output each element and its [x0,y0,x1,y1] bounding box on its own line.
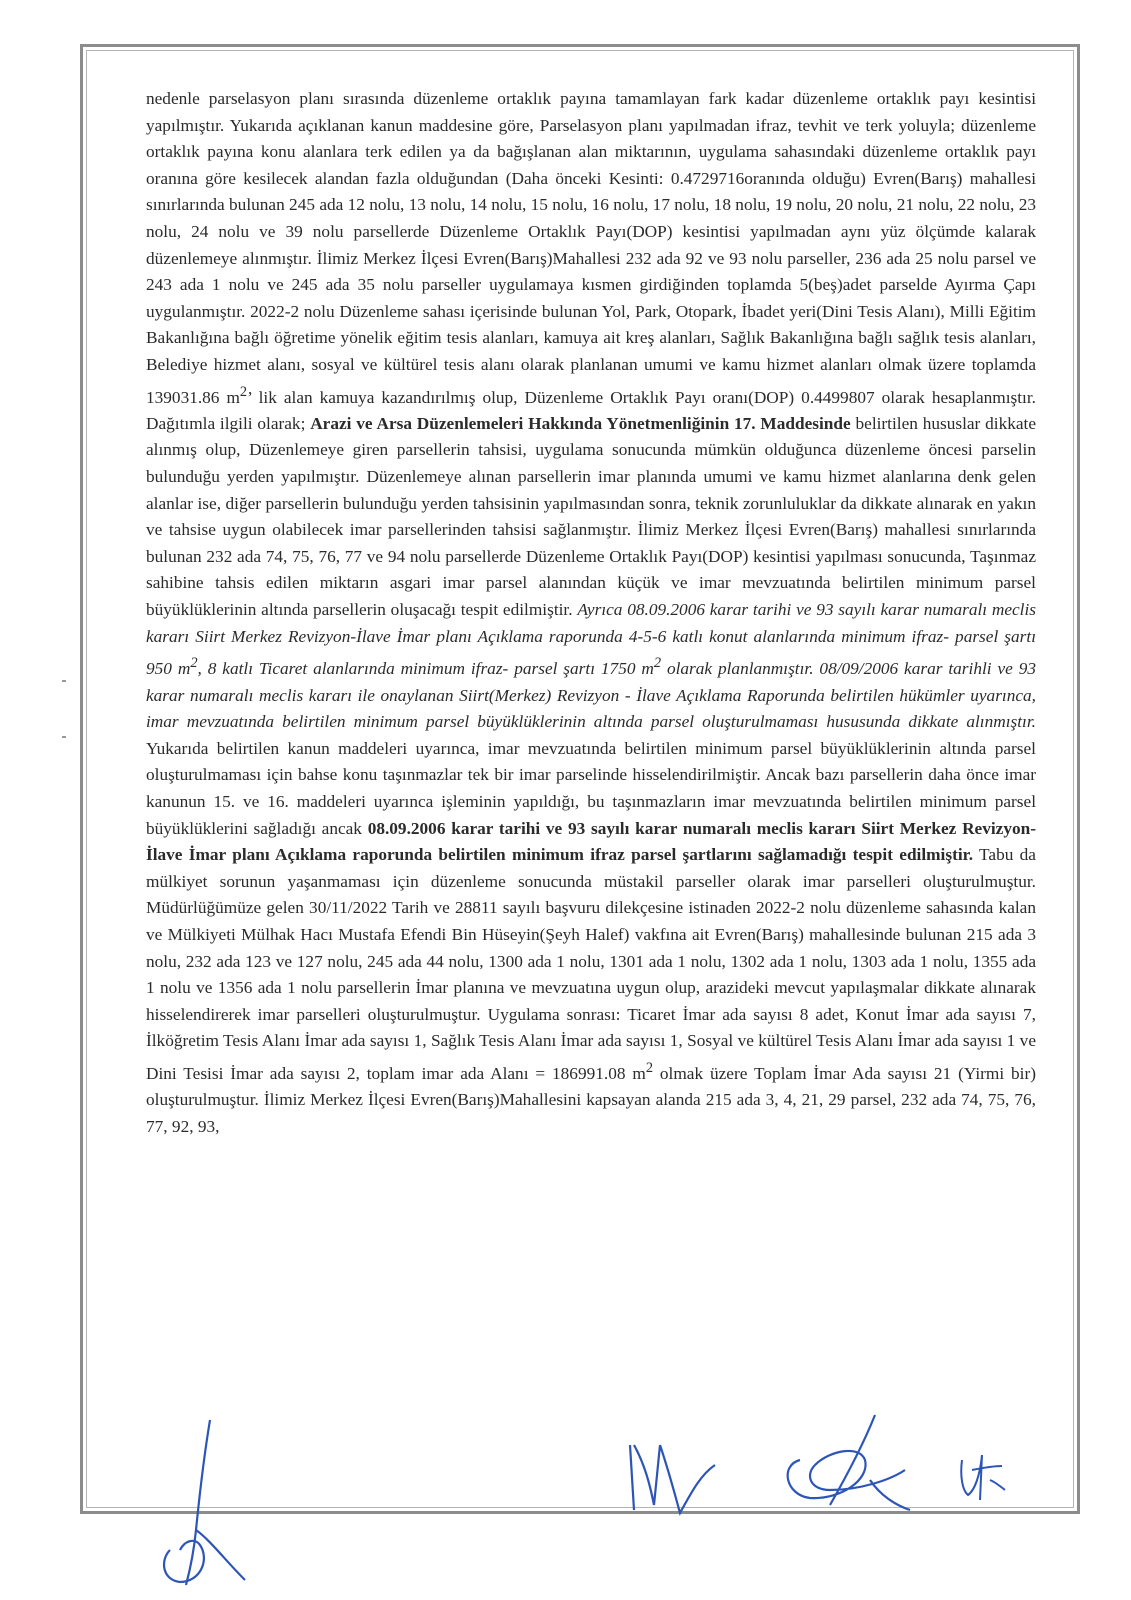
body-text [146,86,1036,1140]
scan-speck [62,680,66,682]
italic-text-segment: , 8 katlı Ticaret alanlarında minimum ifraz- parsel şartı 1750 m [197,659,654,678]
superscript: 2 [239,383,248,400]
superscript: 2 [653,655,662,672]
italic-text-segment: olarak planlanmıştır. 08/09/2006 karar tarihli ve 93 karar numaralı meclis kararı ile onaylanan Siirt(Merkez) Revizyon - İlave Açıklama Raporunda belirtilen hükümler uyarınca, imar mevzuatında belirtilen minimum parsel büyüklüklerinin altında parsel oluşturulmaması hususunda dikkate alınmıştır. [146,659,1036,732]
signature-1 [150,1410,260,1590]
text-segment: Tabu da mülkiyet sorunun yaşanmaması için düzenleme sonucunda müstakil parseller olarak imar parselleri oluşturulmuştur. Müdürlüğümüze gelen 30/11/2022 Tarih ve 28811 sayılı başvuru dilekçesine istinaden 2022-2 nolu düzenleme sahasında kalan ve Mülkiyeti Mülhak Hacı Mustafa Efendi Bin Hüseyin(Şeyh Halef) vakfına ait Evren(Barış) mahallesinde bulunan 215 ada 3 nolu, 232 ada 123 ve 127 nolu, 245 ada 44 nolu, 1300 ada 1 nolu, 1301 ada 1 nolu, 1302 ada 1 nolu, 1303 ada 1 nolu, 1355 ada 1 nolu ve 1356 ada 1 nolu parsellerin İmar planına ve mevzuatına uygun olup, arazideki mevcut yapılaşmalar dikkate alınarak hisselendirerek imar parselleri oluşturulmuştur. Uygulama sonrası: Ticaret İmar ada sayısı 8 adet, Konut İmar ada sayısı 7, İlköğretim Tesis Alanı İmar ada sayısı 1, Sağlık Tesis Alanı İmar ada sayısı 1, Sosyal ve kültürel Tesis Alanı İmar ada sayısı 1 ve Dini Tesisi İmar ada sayısı 2, toplam imar ada Alanı = 186991.08 m [146,845,1036,1083]
text-segment: ’ lik alan kamuya kazandırılmış olup, Düzenleme Ortaklık Payı oranı(DOP) 0.4499807 olarak hesaplanmıştır. Dağıtımla ilgili olarak; [146,387,1036,433]
scan-speck [62,736,66,738]
text-segment: Yukarıda belirtilen kanun maddeleri uyarınca, imar mevzuatında belirtilen minimum parsel büyüklüklerinin altında parsel oluşturulmaması için bahse konu taşınmazlar tek bir imar parselinde hisselendirilmiştir. Ancak bazı parsellerin daha önce imar kanunun 15. ve 16. maddeleri uyarınca işleminin yapıldığı, bu taşınmazların imar mevzuatında belirtilen minimum parsel büyüklüklerini sağladığı ancak [146,738,1036,838]
italic-text-segment: Ayrıca 08.09.2006 karar tarihi ve 93 sayılı karar numaralı meclis kararı Siirt Merkez Revizyon-İlave İmar planı Açıklama raporunda 4-5-6 katlı konut alanlarında minimum ifraz- parsel şartı 950 m [146,600,1036,678]
superscript: 2 [190,655,198,672]
text-segment: olmak üzere Toplam İmar Ada sayısı 21 (Yirmi bir) oluşturulmuştur. İlimiz Merkez İlçesi Evren(Barış)Mahallesini kapsayan alanda 215 ada 3, 4, 21, 29 parsel, 232 ada 74, 75, 76, 77, 92, 93, [146,1063,1036,1136]
signature-4 [950,1430,1010,1510]
bold-finding: 08.09.2006 karar tarihi ve 93 sayılı karar numaralı meclis kararı Siirt Merkez Revizyon-İlave İmar planı Açıklama raporunda belirtilen minimum ifraz parsel şartlarını sağlamadığı tespit edilmiştir. [146,818,1036,865]
body-paragraph [146,86,1036,1140]
superscript: 2 [645,1059,654,1076]
signature-3 [770,1410,920,1520]
text-segment: belirtilen hususlar dikkate alınmış olup, Düzenlemeye giren parsellerin tahsisi, uygulama sonucunda mümkün olduğunca düzenleme öncesi parselin bulunduğu yerden yapılmıştır. Düzenlemeye alınan parsellerin imar planında umumi ve kamu hizmet alanlarına denk gelen alanlar ise, diğer parsellerin bulunduğu yerden tahsisinin yapılmasından sonra, teknik zorunluluklar da dikkate alınarak en yakın ve tahsise uygun olabilecek imar parsellerinden tahsisi sağlanmıştır. İlimiz Merkez İlçesi Evren(Barış) mahallesi sınırlarında bulunan 232 ada 74, 75, 76, 77 ve 94 nolu parsellerde Düzenleme Ortaklık Payı(DOP) kesintisi yapılması sonucunda, Taşınmaz sahibine tahsis edilen miktarın asgari imar parsel alanından küçük ve imar mevzuatında belirtilen minimum parsel büyüklüklerinin altında parsellerin oluşacağı tespit edilmiştir. [146,413,1036,620]
text-segment: nedenle parselasyon planı sırasında düzenleme ortaklık payına tamamlayan fark kadar düzenleme ortaklık payı kesintisi yapılmıştır. Yukarıda açıklanan kanun maddesine göre, Parselasyon planı yapılmadan ifraz, tevhit ve terk yoluyla; düzenleme ortaklık payına konu alanlara terk edilen ya da bağışlanan alan miktarının, uygulama sahasındaki düzenleme ortaklık payı oranına göre kesilecek alandan fazla olduğundan (Daha önceki Kesinti: 0.4729716oranında olduğu) Evren(Barış) mahallesi sınırlarında bulunan 245 ada 12 nolu, 13 nolu, 14 nolu, 15 nolu, 16 nolu, 17 nolu, 18 nolu, 19 nolu, 20 nolu, 21 nolu, 22 nolu, 23 nolu, 24 nolu ve 39 nolu parsellerde Düzenleme Ortaklık Payı(DOP) kesintisi yapılmadan aynı yüz ölçümde kalarak düzenlemeye alınmıştır. İlimiz Merkez İlçesi Evren(Barış)Mahallesi 232 ada 92 ve 93 nolu parseller, 236 ada 25 nolu parsel ve 243 ada 1 nolu ve 245 ada 35 nolu parseller uygulamaya kısmen girdiğinden toplamda 5(beş)adet parselde Ayırma Çapı uygulanmıştır. 2022-2 nolu Düzenleme sahası içerisinde bulunan Yol, Park, Otopark, İbadet yeri(Dini Tesis Alanı), Milli Eğitim Bakanlığına bağlı öğretime yönelik eğitim tesis alanları, kamuya ait kreş alanları, Sağlık Bakanlığına bağlı sağlık tesis alanları, Belediye hizmet alanı, sosyal ve kültürel tesis alanı olarak planlanan umumi ve kamu hizmet alanları olmak üzere toplamda 139031.86 m [146,89,1036,407]
signature-2 [620,1425,730,1525]
bold-reference: Arazi ve Arsa Düzenlemeleri Hakkında Yönetmenliğinin 17. Maddesinde [310,413,851,433]
